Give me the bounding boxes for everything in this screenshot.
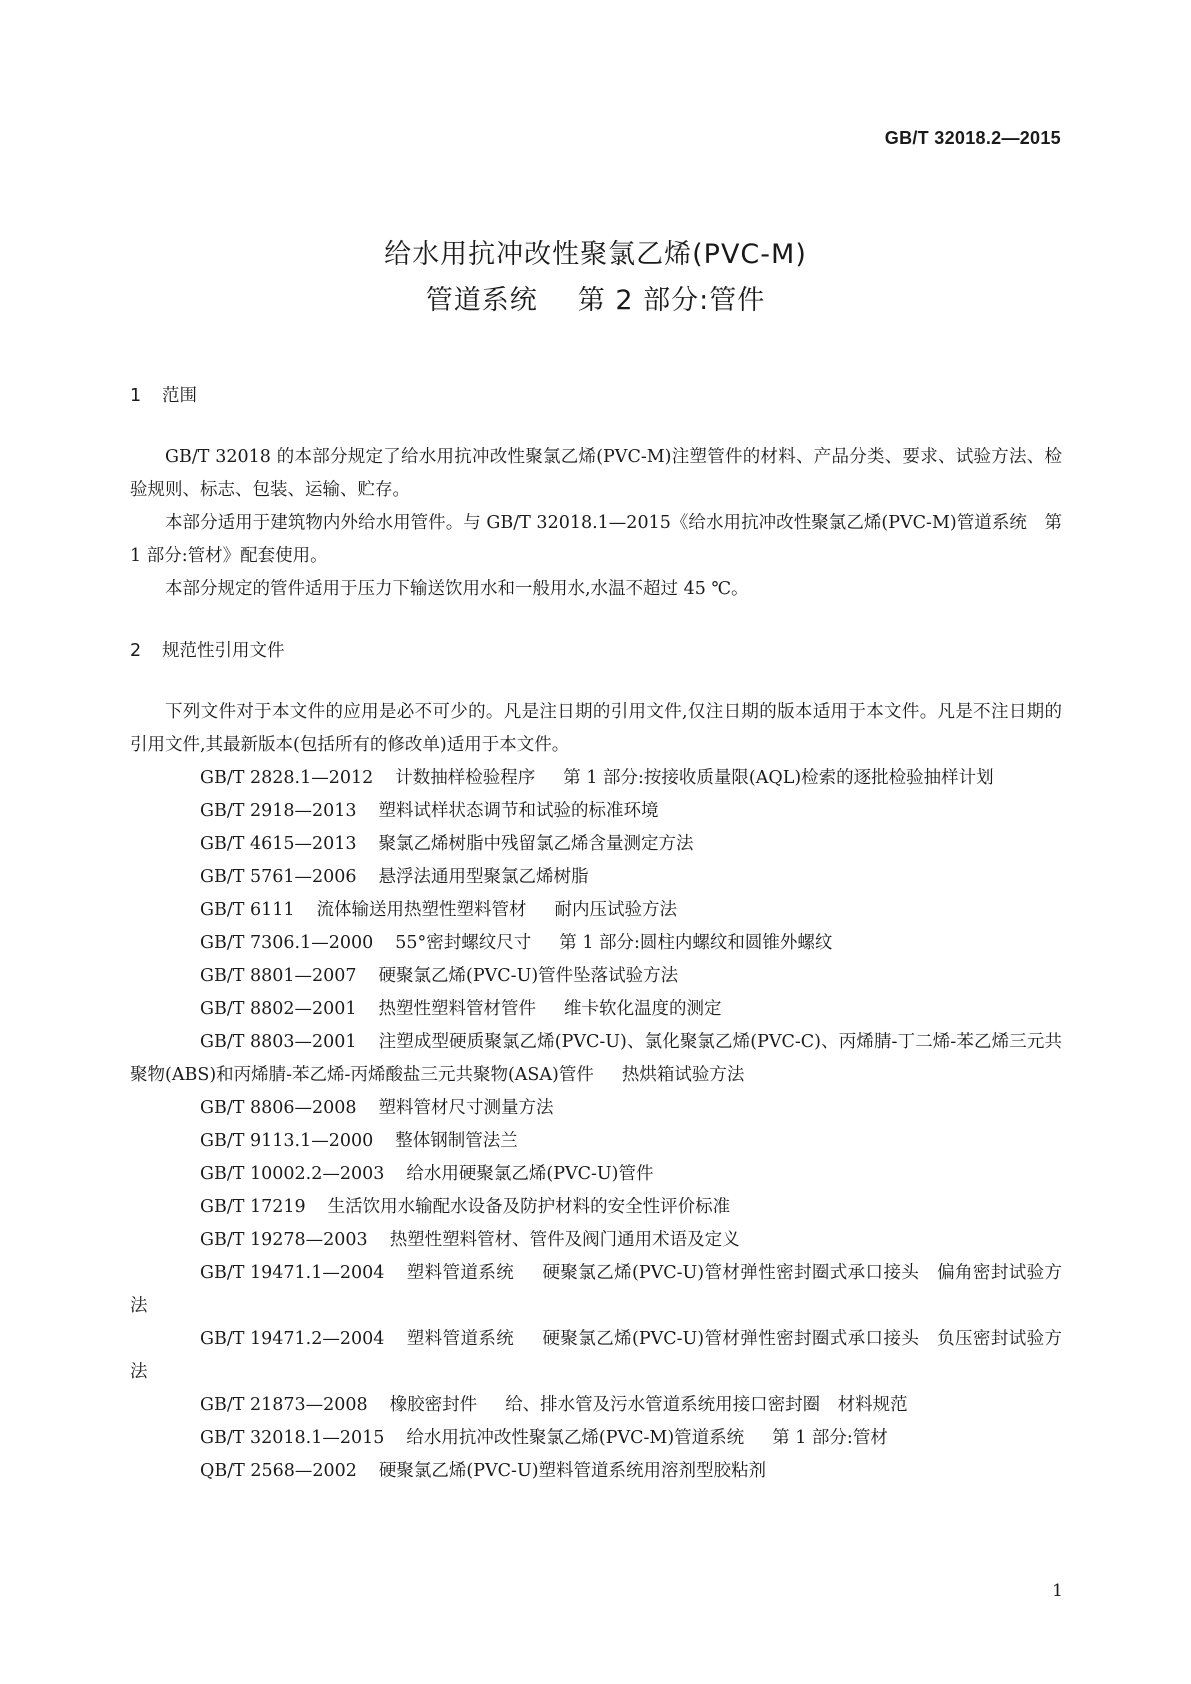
reference-code: GB/T 32018.1—2015 — [200, 1428, 385, 1448]
reference-title: 塑料管材尺寸测量方法 — [378, 1098, 554, 1118]
title-line-2-part-1: 管道系统 — [425, 285, 538, 316]
reference-item — [130, 828, 1062, 861]
title-line-2-part-2: 第 2 部分:管件 — [577, 285, 766, 316]
title-line-1: 给水用抗冲改性聚氯乙烯(PVC-M) — [384, 239, 807, 270]
reference-title: 热塑性塑料管材管件 — [378, 999, 537, 1019]
reference-code: GB/T 6111 — [200, 900, 295, 920]
reference-title: 硬聚氯乙烯(PVC-U)管件坠落试验方法 — [378, 966, 679, 986]
reference-title: 悬浮法通用型聚氯乙烯树脂 — [378, 867, 589, 887]
reference-title: 55°密封螺纹尺寸 — [395, 933, 532, 953]
reference-subtitle: 给、排水管及污水管道系统用接口密封圈 材料规范 — [505, 1395, 908, 1415]
section-title: 范围 — [162, 386, 197, 406]
reference-subtitle: 耐内压试验方法 — [554, 900, 678, 920]
reference-item — [130, 927, 1062, 960]
reference-item — [130, 795, 1062, 828]
reference-subtitle: 硬聚氯乙烯(PVC-U)管材弹性密封圈式承口接头 偏角密封试验方法 — [130, 1263, 1063, 1316]
reference-subtitle: 第 1 部分:圆柱内螺纹和圆锥外螺纹 — [559, 933, 833, 953]
reference-code: GB/T 19471.1—2004 — [200, 1263, 385, 1283]
reference-title: 橡胶密封件 — [389, 1395, 478, 1415]
reference-code: GB/T 8801—2007 — [200, 966, 357, 986]
section-1-heading — [130, 380, 1062, 413]
reference-title: 热塑性塑料管材、管件及阀门通用术语及定义 — [389, 1230, 740, 1250]
paragraph: 下列文件对于本文件的应用是必不可少的。凡是注日期的引用文件,仅注日期的版本适用于本文件。凡是不注日期的引用文件,其最新版本(包括所有的修改单)适用于本文件。 — [130, 702, 1062, 755]
reference-code: GB/T 21873—2008 — [200, 1395, 368, 1415]
reference-title: 给水用抗冲改性聚氯乙烯(PVC-M)管道系统 — [406, 1428, 745, 1448]
reference-code: GB/T 19278—2003 — [200, 1230, 368, 1250]
reference-subtitle: 维卡软化温度的测定 — [564, 999, 722, 1019]
reference-item — [130, 1323, 1062, 1389]
reference-item — [130, 762, 1062, 795]
title-line-2 — [0, 278, 1191, 324]
reference-title: 给水用硬聚氯乙烯(PVC-U)管件 — [406, 1164, 654, 1184]
reference-item — [130, 1455, 1062, 1488]
reference-item — [130, 1389, 1062, 1422]
section-2-heading — [130, 635, 1062, 668]
reference-code: GB/T 8802—2001 — [200, 999, 357, 1019]
reference-code: GB/T 19471.2—2004 — [200, 1329, 385, 1349]
paragraph: 本部分规定的管件适用于压力下输送饮用水和一般用水,水温不超过 45 ℃。 — [165, 579, 749, 599]
reference-code: GB/T 8806—2008 — [200, 1098, 357, 1118]
reference-title: 硬聚氯乙烯(PVC-U)塑料管道系统用溶剂型胶粘剂 — [378, 1461, 767, 1481]
reference-code: QB/T 2568—2002 — [200, 1461, 357, 1481]
reference-item — [130, 960, 1062, 993]
section-number: 1 — [130, 386, 142, 406]
reference-code: GB/T 17219 — [200, 1197, 306, 1217]
reference-code: GB/T 10002.2—2003 — [200, 1164, 385, 1184]
reference-code: GB/T 7306.1—2000 — [200, 933, 374, 953]
reference-code: GB/T 5761—2006 — [200, 867, 357, 887]
reference-code: GB/T 2918—2013 — [200, 801, 357, 821]
reference-title: 整体钢制管法兰 — [395, 1131, 518, 1151]
section-number: 2 — [130, 641, 142, 661]
reference-item — [130, 1158, 1062, 1191]
reference-title: 生活饮用水输配水设备及防护材料的安全性评价标准 — [327, 1197, 731, 1217]
section-title: 规范性引用文件 — [162, 641, 285, 661]
reference-title: 塑料试样状态调节和试验的标准环境 — [378, 801, 659, 821]
reference-item — [130, 1191, 1062, 1224]
reference-item — [130, 1026, 1062, 1092]
reference-subtitle: 硬聚氯乙烯(PVC-U)管材弹性密封圈式承口接头 负压密封试验方法 — [130, 1329, 1063, 1382]
reference-item — [130, 1422, 1062, 1455]
reference-code: GB/T 4615—2013 — [200, 834, 357, 854]
reference-code: GB/T 9113.1—2000 — [200, 1131, 374, 1151]
standard-code: GB/T 32018.2—2015 — [884, 128, 1061, 148]
reference-title: 塑料管道系统 — [406, 1263, 515, 1283]
reference-item — [130, 1257, 1062, 1323]
reference-title: 流体输送用热塑性塑料管材 — [316, 900, 527, 920]
reference-subtitle: 热烘箱试验方法 — [621, 1065, 745, 1085]
document-body — [130, 380, 1062, 1488]
reference-item — [130, 861, 1062, 894]
reference-item — [130, 993, 1062, 1026]
reference-title: 聚氯乙烯树脂中残留氯乙烯含量测定方法 — [378, 834, 694, 854]
reference-item — [130, 1125, 1062, 1158]
reference-title: 注塑成型硬质聚氯乙烯(PVC-U)、氯化聚氯乙烯(PVC-C)、丙烯腈-丁二烯-苯乙烯三元共聚物(ABS)和丙烯腈-苯乙烯-丙烯酸盐三元共聚物(ASA)管件 — [130, 1032, 1062, 1085]
reference-code: GB/T 8803—2001 — [200, 1032, 357, 1052]
paragraph: 本部分适用于建筑物内外给水用管件。与 GB/T 32018.1—2015《给水用抗冲改性聚氯乙烯(PVC-M)管道系统 第 1 部分:管材》配套使用。 — [130, 513, 1062, 566]
paragraph: GB/T 32018 的本部分规定了给水用抗冲改性聚氯乙烯(PVC-M)注塑管件的材料、产品分类、要求、试验方法、检验规则、标志、包装、运输、贮存。 — [130, 447, 1062, 500]
page-number: 1 — [1052, 1581, 1063, 1601]
reference-item — [130, 1092, 1062, 1125]
reference-code: GB/T 2828.1—2012 — [200, 768, 374, 788]
reference-subtitle: 第 1 部分:按接收质量限(AQL)检索的逐批检验抽样计划 — [563, 768, 994, 788]
document-title — [0, 232, 1191, 324]
reference-list — [130, 762, 1062, 1488]
reference-item — [130, 894, 1062, 927]
reference-subtitle: 第 1 部分:管材 — [772, 1428, 888, 1448]
reference-title: 塑料管道系统 — [406, 1329, 515, 1349]
reference-title: 计数抽样检验程序 — [395, 768, 536, 788]
reference-item — [130, 1224, 1062, 1257]
